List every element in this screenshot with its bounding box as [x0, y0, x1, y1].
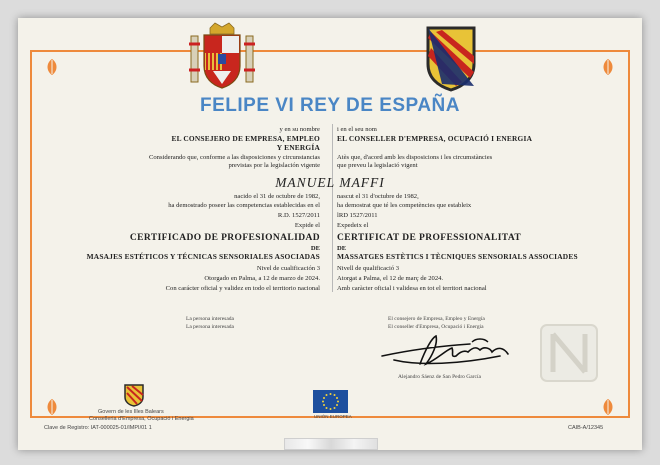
ca-de: DE	[337, 245, 347, 252]
column-divider	[332, 124, 333, 292]
ca-validity: Amb caràcter oficial i validesa en tot el territori nacional	[337, 285, 487, 292]
holder-signature-label-es: La persona interesada	[186, 316, 234, 322]
ca-born: nascut el 31 d'octubre de 1982,	[337, 193, 419, 200]
es-granted: Otorgado en Palma, a 12 de marzo de 2024.	[204, 275, 320, 282]
es-born: nacido el 31 de octubre de 1982,	[234, 193, 320, 200]
ca-granted: Atorgat a Palma, el 12 de març de 2024.	[337, 275, 444, 282]
leaf-ornament-icon	[43, 58, 61, 76]
eu-label: UNIÓN EUROPEA	[314, 414, 352, 419]
es-level: Nivel de cualificación 3	[256, 265, 320, 272]
ca-considering-2: que preveu la legislació vigent	[337, 162, 418, 169]
official-signature-label-ca: El conseller d'Empresa, Ocupació i Energia	[388, 324, 484, 330]
es-issues: Expide el	[294, 222, 320, 229]
leaf-ornament-icon	[599, 58, 617, 76]
es-decree: R.D. 1527/2011	[277, 212, 320, 219]
certificate-title: FELIPE VI REY DE ESPAÑA	[200, 95, 460, 116]
ca-decree: lRD 1527/2011	[337, 212, 378, 219]
es-specialty: MASAJES ESTÉTICOS Y TÉCNICAS SENSORIALES ASOCIADAS	[86, 252, 320, 261]
eu-flag-icon	[313, 390, 348, 413]
embossed-seal-icon	[538, 322, 600, 384]
es-de: DE	[310, 245, 320, 252]
leaf-ornament-icon	[43, 398, 61, 416]
ca-authority: EL CONSELLER D'EMPRESA, OCUPACIÓ I ENERGIA	[337, 134, 533, 143]
ca-demonstrated: ha demostrat que té les competències que estableix	[337, 202, 472, 209]
official-signature-label-es: El consejero de Empresa, Empleo y Energía	[388, 316, 485, 322]
govern-balears-logo-icon	[123, 383, 145, 407]
ca-cert-title: CERTIFICAT DE PROFESSIONALITAT	[337, 233, 522, 243]
balearic-coat-of-arms-icon	[422, 26, 480, 92]
es-cert-title: CERTIFICADO DE PROFESIONALIDAD	[129, 233, 320, 243]
holder-signature-label-ca: La persona interesada	[186, 324, 234, 330]
ca-intro: i en el seu nom	[337, 126, 377, 133]
holder-name: MANUEL MAFFI	[275, 175, 385, 190]
security-strip	[284, 438, 378, 450]
govern-name: Govern de les Illes Balears	[98, 409, 164, 415]
leaf-ornament-icon	[599, 398, 617, 416]
ca-considering-1: Atès que, d'acord amb les disposicions i les circumstàncies	[337, 154, 493, 161]
spain-coat-of-arms-icon	[186, 22, 258, 94]
ca-issues: Expedeix el	[337, 222, 369, 229]
document-code: CAIB-A/12345	[568, 425, 604, 431]
registry-key: Clave de Registro: IAT-000025-01/IMPI/01 1	[44, 425, 152, 431]
es-considering-1: Considerando que, conforme a las disposiciones y circunstancias	[148, 154, 320, 161]
es-considering-2: previstas por la legislación vigente	[228, 162, 320, 169]
es-validity: Con carácter oficial y validez en todo el territorio nacional	[165, 285, 320, 292]
handwritten-signature	[380, 330, 525, 372]
signatory-name: Alejandro Sáenz de San Pedro García	[398, 374, 481, 380]
conselleria-name: Conselleria d'Empresa, Ocupació i Energia	[89, 416, 194, 422]
ca-level: Nivell de qualificació 3	[337, 265, 400, 272]
ca-specialty: MASSATGES ESTÈTICS I TÈCNIQUES SENSORIALS ASSOCIADES	[337, 252, 578, 261]
es-intro: y en su nombre	[279, 126, 320, 133]
es-demonstrated: ha demostrado poseer las competencias establecidas en el	[168, 202, 320, 209]
es-authority: EL CONSEJERO DE EMPRESA, EMPLEO Y ENERGÍA	[171, 134, 320, 152]
